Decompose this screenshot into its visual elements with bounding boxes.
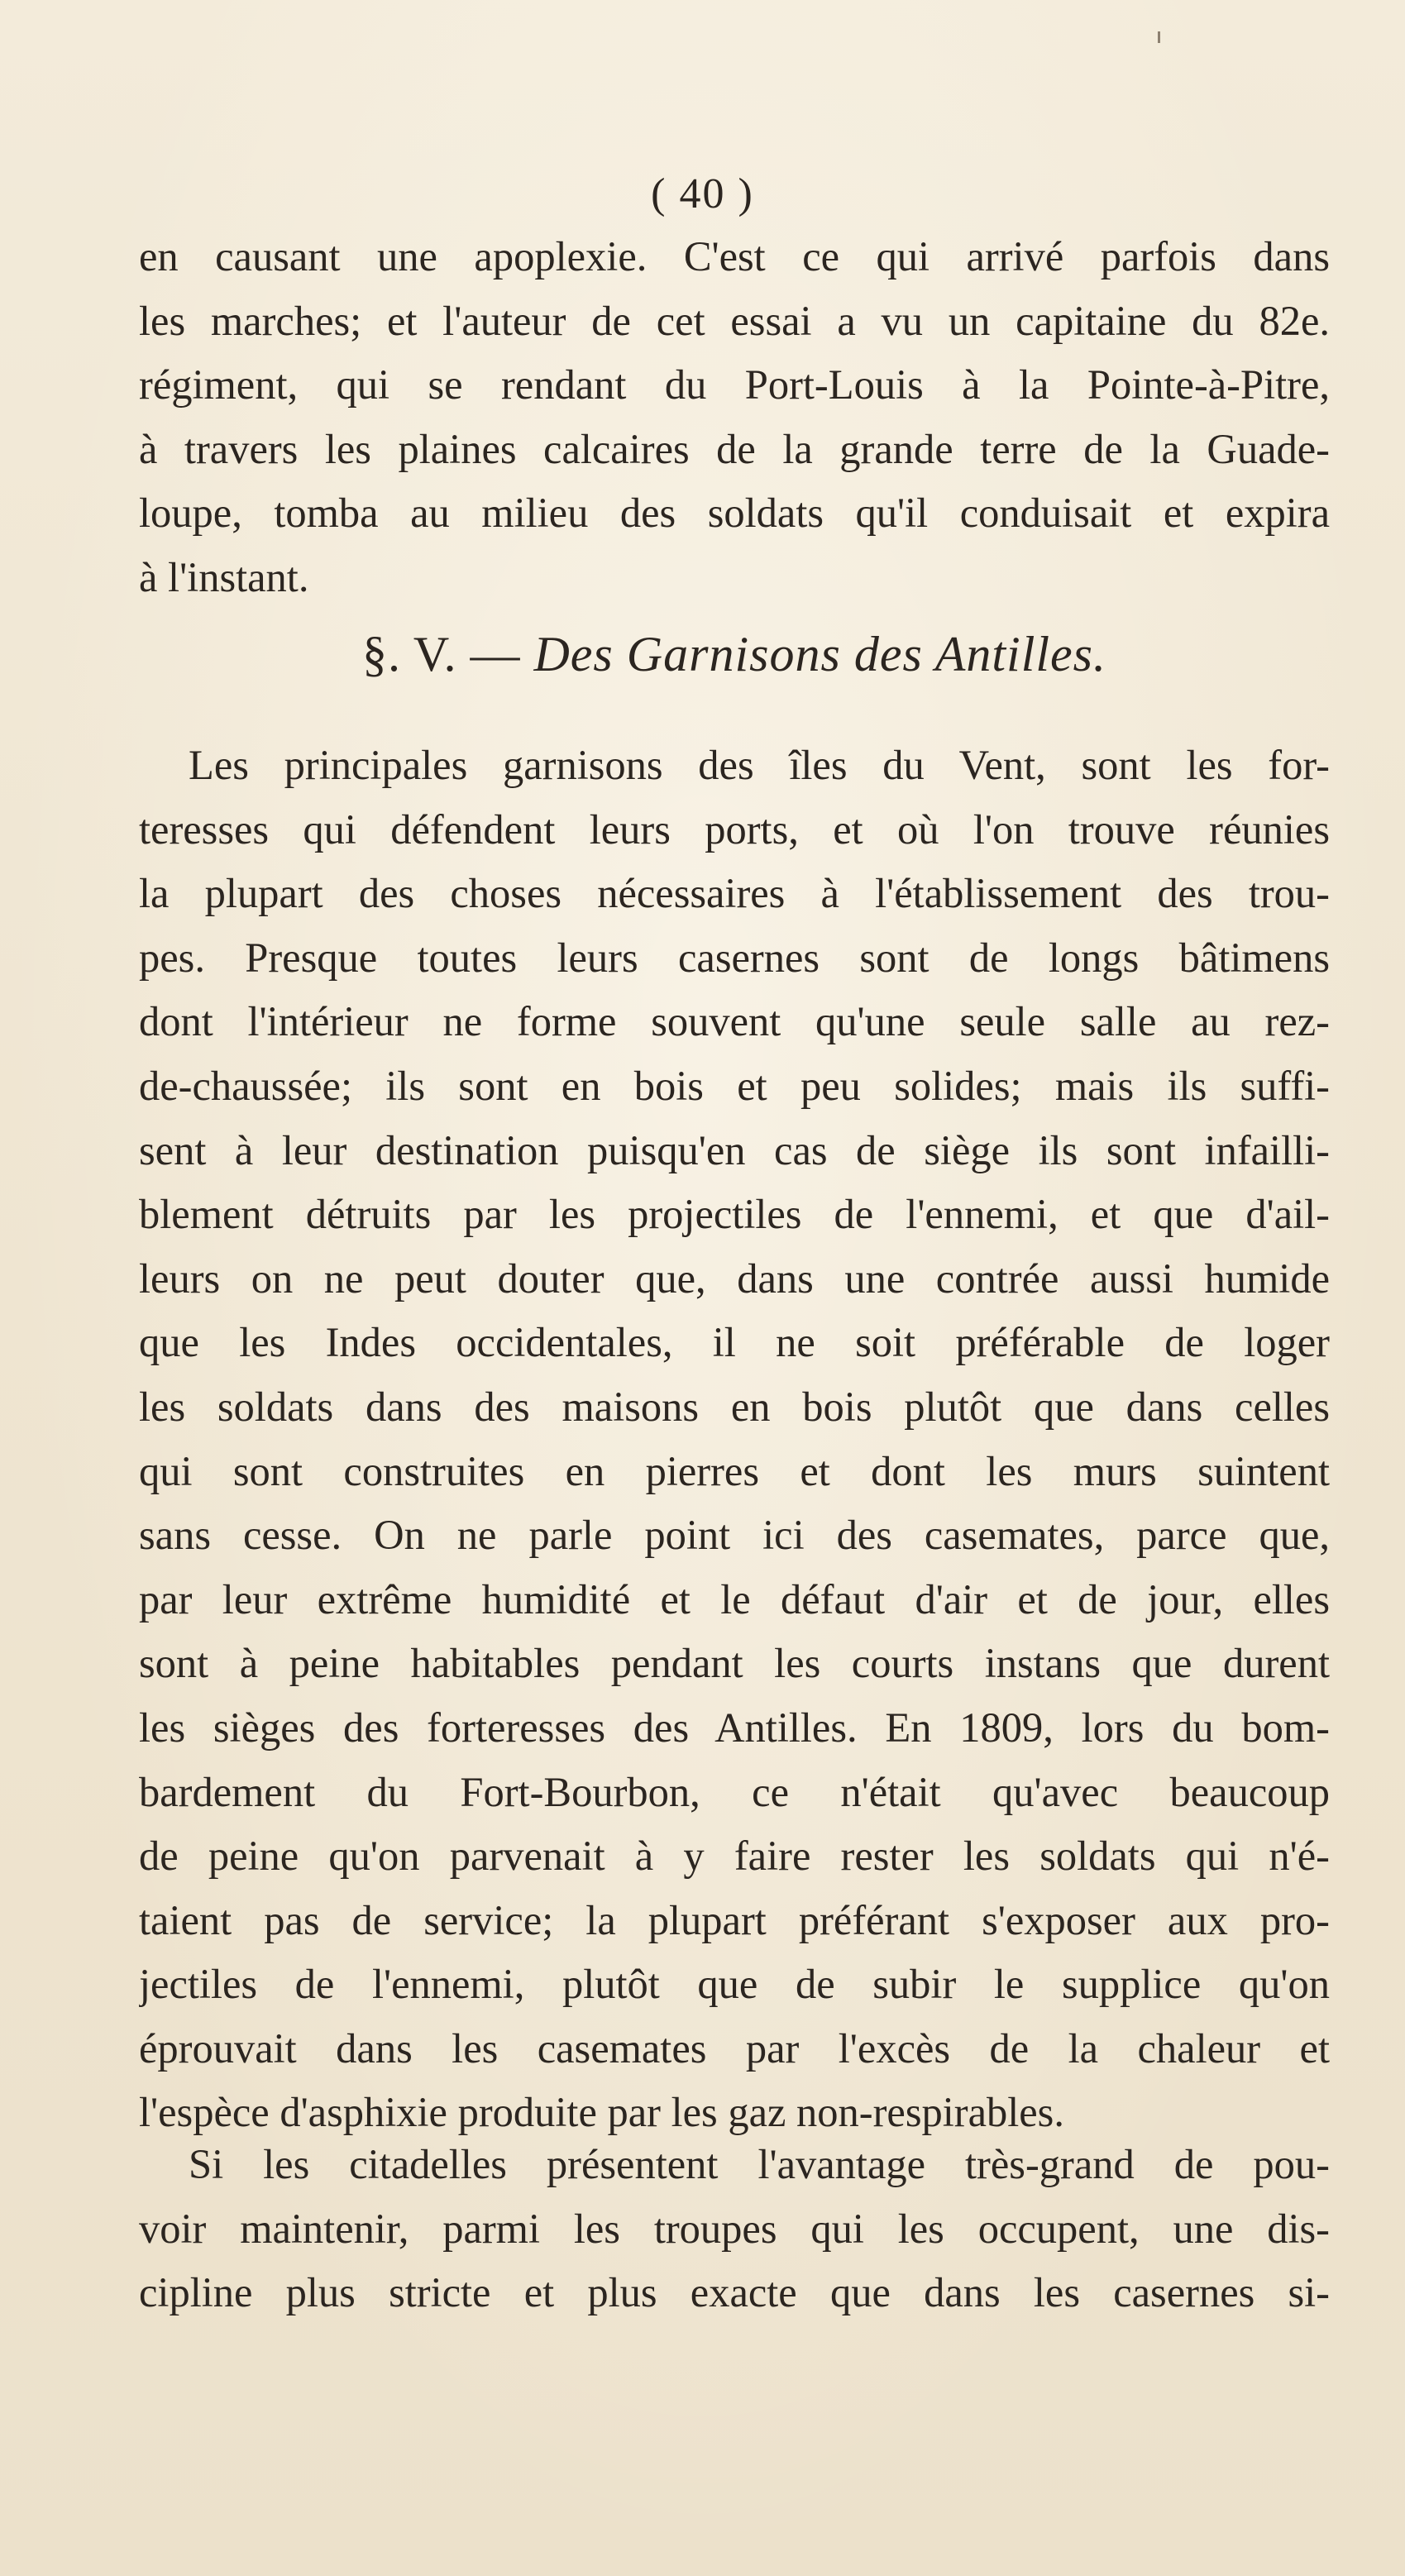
text-line: jectiles de l'ennemi, plutôt que de subir le supplice qu'on (139, 1961, 1330, 2008)
text-line: dont l'intérieur ne forme souvent qu'une seule salle au rez- (139, 998, 1330, 1045)
text-line: sans cesse. On ne parle point ici des casemates, parce que, (139, 1512, 1330, 1559)
text-line: teresses qui défendent leurs ports, et où l'on trouve réunies (139, 805, 1330, 853)
text-line: les marches; et l'auteur de cet essai a vu un capitaine du 82e. (139, 297, 1330, 344)
text-line: Les principales garnisons des îles du Vent, sont les for- (189, 742, 1330, 788)
page-number: ( 40 ) (651, 170, 754, 217)
section-prefix: §. V. — (361, 627, 521, 681)
text-line: l'espèce d'asphixie produite par les gaz non-respirables. (139, 2089, 1064, 2136)
text-line: sent à leur destination puisqu'en cas de siège ils sont infailli- (139, 1126, 1330, 1173)
text-line: de-chaussée; ils sont en bois et peu solides; mais ils suffi- (139, 1062, 1330, 1109)
page-mark (1158, 31, 1160, 43)
text-line: cipline plus stricte et plus exacte que dans les casernes si- (139, 2269, 1330, 2316)
text-line: loupe, tomba au milieu des soldats qu'il conduisait et expira (139, 490, 1330, 537)
text-line: taient pas de service; la plupart préférant s'exposer aux pro- (139, 1896, 1330, 1943)
text-line: les sièges des forteresses des Antilles. En 1809, lors du bom- (139, 1704, 1330, 1751)
text-line: éprouvait dans les casemates par l'excès de la chaleur et (139, 2024, 1330, 2072)
paragraph-2 (139, 734, 1330, 2145)
text-line: sont à peine habitables pendant les courts instans que durent (139, 1640, 1330, 1687)
section-heading (139, 626, 1330, 683)
text-line: en causant une apoplexie. C'est ce qui arrivé parfois dans (139, 233, 1330, 280)
text-line: à l'instant. (139, 553, 309, 600)
text-line: de peine qu'on parvenait à y faire rester les soldats qui n'é- (139, 1833, 1330, 1880)
text-line: que les Indes occidentales, il ne soit préférable de loger (139, 1319, 1330, 1366)
text-line: Si les citadelles présentent l'avantage très-grand de pou- (189, 2141, 1330, 2187)
text-line: pes. Presque toutes leurs casernes sont de longs bâtimens (139, 934, 1330, 981)
text-line: la plupart des choses nécessaires à l'établissement des trou- (139, 870, 1330, 917)
text-line: blement détruits par les projectiles de l'ennemi, et que d'ail- (139, 1191, 1330, 1238)
text-line: leurs on ne peut douter que, dans une contrée aussi humide (139, 1255, 1330, 1302)
paragraph-3 (139, 2133, 1330, 2325)
text-line: voir maintenir, parmi les troupes qui les occupent, une dis- (139, 2205, 1330, 2252)
text-line: bardement du Fort-Bourbon, ce n'était qu'avec beaucoup (139, 1768, 1330, 1815)
text-line: par leur extrême humidité et le défaut d'air et de jour, elles (139, 1575, 1330, 1623)
text-line: les soldats dans des maisons en bois plutôt que dans celles (139, 1383, 1330, 1430)
text-line: qui sont construites en pierres et dont les murs suintent (139, 1447, 1330, 1494)
paragraph-1 (139, 225, 1330, 610)
text-line: régiment, qui se rendant du Port-Louis à la Pointe-à-Pitre, (139, 361, 1330, 409)
section-title: Des Garnisons des Antilles. (533, 627, 1107, 681)
text-line: à travers les plaines calcaires de la grande terre de la Guade- (139, 425, 1330, 472)
